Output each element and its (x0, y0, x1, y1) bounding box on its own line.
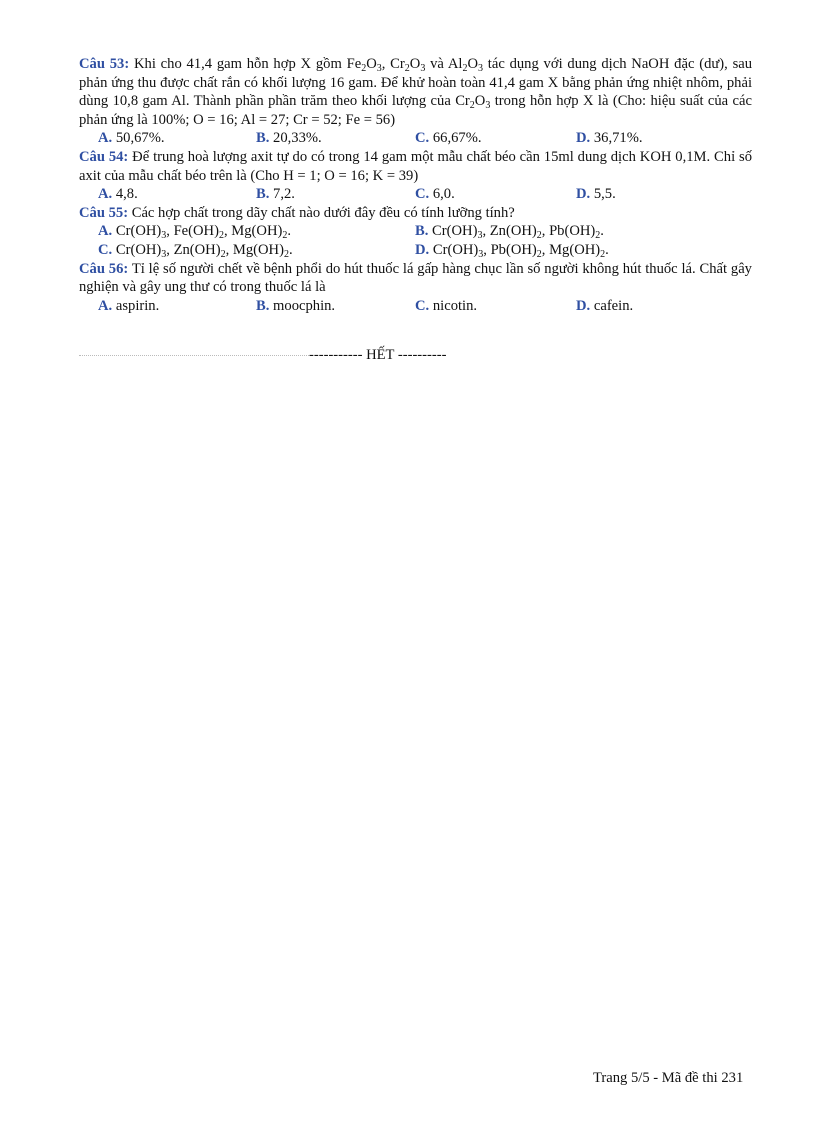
subscript: 2 (469, 100, 475, 112)
subscript: 3 (420, 63, 426, 74)
formula-text: , Mg(OH) (541, 241, 601, 258)
subscript: 3 (478, 248, 484, 260)
question-text: trong hỗn hợp X là (Cho: hiệu suất của các phản ứng là 100%; O = 16; Al = 27; Cr = 52; Fe = 56) (79, 93, 752, 128)
option-text: moocphin. (273, 297, 336, 314)
end-text: ----------- HẾT ---------- (309, 347, 447, 363)
option-d[interactable] (576, 129, 643, 148)
subscript: 2 (220, 248, 226, 260)
option-letter: A. (98, 223, 113, 240)
question-label: Câu 55: (79, 204, 129, 221)
question-text: O (409, 56, 421, 72)
question-55 (79, 204, 752, 223)
option-c[interactable] (415, 129, 482, 148)
option-text: aspirin. (115, 297, 160, 314)
option-text: cafein. (593, 297, 634, 314)
question-text: Khi cho 41,4 gam hỗn hợp X gồm Fe (129, 56, 362, 72)
options-row (79, 222, 752, 241)
subscript: 2 (462, 63, 468, 74)
formula-text: , Fe(OH) (166, 223, 219, 240)
question-text: tác dụng với dung dịch NaOH đặc (dư), sau phản ứng thu được chất rắn có khối lượng 16 gam. Để khử hoàn toàn 41,4 gam X bằng phản ứng nhiệt nhôm, phải dùng 10,8 gam Al. Thành phần phần trăm theo khối lượng của Cr (79, 56, 753, 110)
formula-text: , Pb(OH) (483, 241, 537, 258)
formula-text: . (287, 223, 291, 240)
subscript: 3 (478, 63, 483, 74)
subscript: 2 (282, 230, 288, 242)
subscript: 2 (404, 63, 410, 74)
subscript: 2 (361, 63, 367, 74)
options-row (79, 185, 752, 204)
option-text: 7,2. (273, 186, 295, 203)
question-text: O (467, 56, 478, 72)
formula-text: , Mg(OH) (223, 223, 283, 240)
option-b[interactable] (256, 185, 295, 204)
question-label: Câu 54: (79, 148, 129, 165)
question-text: Các hợp chất trong dãy chất nào dưới đây đều có tính lưỡng tính? (128, 204, 515, 221)
option-d[interactable] (415, 241, 609, 260)
exam-content (79, 55, 752, 315)
option-letter: A. (98, 186, 113, 203)
option-letter: D. (415, 241, 430, 258)
option-b[interactable] (415, 222, 604, 241)
subscript: 2 (218, 230, 224, 242)
formula-text: . (605, 241, 609, 258)
formula-text: . (288, 241, 293, 258)
formula-text: , Pb(OH) (541, 223, 596, 240)
question-text: , Cr (381, 56, 405, 72)
option-letter: C. (415, 186, 430, 203)
formula-text: , Mg(OH) (225, 241, 284, 258)
subscript: 2 (283, 248, 289, 260)
option-a[interactable] (98, 185, 138, 204)
option-letter: C. (415, 297, 430, 314)
options-row (79, 241, 752, 260)
option-letter: A. (98, 297, 113, 314)
option-c[interactable] (415, 297, 477, 316)
option-c[interactable] (415, 185, 455, 204)
formula-text: Cr(OH) (432, 223, 478, 240)
formula-text: Cr(OH) (115, 223, 162, 240)
option-a[interactable] (98, 297, 159, 316)
subscript: 3 (161, 248, 167, 260)
option-letter: D. (576, 186, 591, 203)
option-letter: A. (98, 130, 113, 147)
option-letter: B. (256, 297, 270, 314)
subscript: 3 (485, 100, 491, 112)
dotted-divider (79, 355, 309, 356)
options-row (79, 129, 752, 148)
option-d[interactable] (576, 297, 633, 316)
question-label: Câu 56: (79, 260, 129, 277)
option-b[interactable] (256, 129, 322, 148)
option-letter: D. (576, 130, 591, 147)
option-letter: B. (256, 186, 270, 203)
option-text: 6,0. (432, 186, 455, 203)
subscript: 3 (477, 230, 483, 242)
question-54 (79, 148, 752, 185)
option-a[interactable] (98, 222, 291, 241)
option-a[interactable] (98, 129, 165, 148)
option-letter: D. (576, 297, 591, 314)
question-53 (79, 55, 752, 129)
option-letter: C. (415, 130, 430, 147)
option-text: 4,8. (115, 186, 138, 203)
formula-text: , Zn(OH) (482, 223, 537, 240)
option-text: nicotin. (432, 297, 478, 314)
options-row (79, 297, 752, 316)
question-text: O (474, 93, 486, 110)
option-text: 20,33%. (273, 130, 322, 147)
subscript: 2 (536, 248, 542, 260)
subscript: 2 (595, 230, 601, 242)
subscript: 2 (536, 230, 542, 242)
question-text: Để trung hoà lượng axit tự do có trong 14 gam một mẫu chất béo cần 15ml dung dịch KOH 0,1M. Chỉ số axit của mẫu chất béo trên là (Cho H = 1; O = 16; K = 39) (79, 148, 752, 184)
option-c[interactable] (98, 241, 293, 260)
question-text: O (366, 56, 377, 72)
formula-text: , Zn(OH) (166, 241, 221, 258)
question-text: Tỉ lệ số người chết về bệnh phổi do hút thuốc lá gấp hàng chục lần số người không hút thuốc lá. Chất gây nghiện và gây ung thư có trong thuốc lá là (79, 260, 752, 296)
option-letter: C. (98, 241, 113, 258)
subscript: 3 (161, 230, 167, 242)
option-text: 36,71%. (593, 130, 643, 147)
option-b[interactable] (256, 297, 335, 316)
question-label: Câu 53: (79, 56, 130, 72)
question-56 (79, 260, 752, 297)
formula-text: Cr(OH) (115, 241, 162, 258)
end-marker (79, 346, 752, 364)
option-text: 66,67%. (432, 130, 482, 147)
subscript: 2 (600, 248, 606, 260)
option-letter: B. (256, 130, 270, 147)
option-letter: B. (415, 223, 429, 240)
page-footer: Trang 5/5 - Mã đề thi 231 (593, 1070, 744, 1086)
formula-text: Cr(OH) (432, 241, 479, 258)
option-text: 5,5. (593, 186, 616, 203)
option-d[interactable] (576, 185, 616, 204)
formula-text: . (600, 223, 604, 240)
option-text: 50,67%. (115, 130, 165, 147)
subscript: 3 (376, 63, 382, 74)
question-text: và Al (425, 56, 463, 72)
